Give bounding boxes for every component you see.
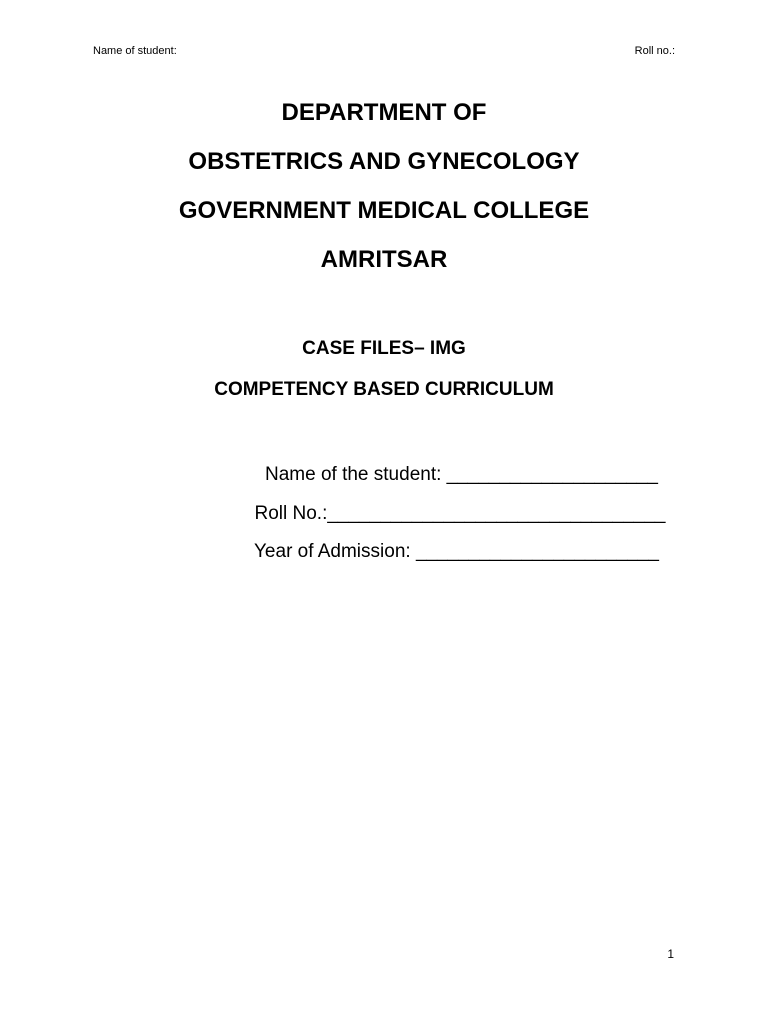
page-number: 1 <box>667 947 674 961</box>
title-block <box>0 88 768 284</box>
student-name-field: Name of the student: ____________________ <box>265 464 658 485</box>
subtitle-curriculum: COMPETENCY BASED CURRICULUM <box>214 379 554 400</box>
year-of-admission-field: Year of Admission: _______________________ <box>254 541 659 562</box>
title-college: GOVERNMENT MEDICAL COLLEGE <box>178 197 590 224</box>
header-student-label: Name of student: <box>93 45 177 57</box>
student-details-form <box>0 456 768 572</box>
subtitle-block <box>0 328 768 410</box>
subtitle-case-files: CASE FILES– IMG <box>302 338 466 359</box>
title-specialty: OBSTETRICS AND GYNECOLOGY <box>188 148 580 175</box>
title-city: AMRITSAR <box>320 246 448 273</box>
header-roll-label: Roll no.: <box>634 45 675 57</box>
roll-no-field: Roll No.:________________________________ <box>254 502 666 524</box>
title-department: DEPARTMENT OF <box>281 99 487 126</box>
